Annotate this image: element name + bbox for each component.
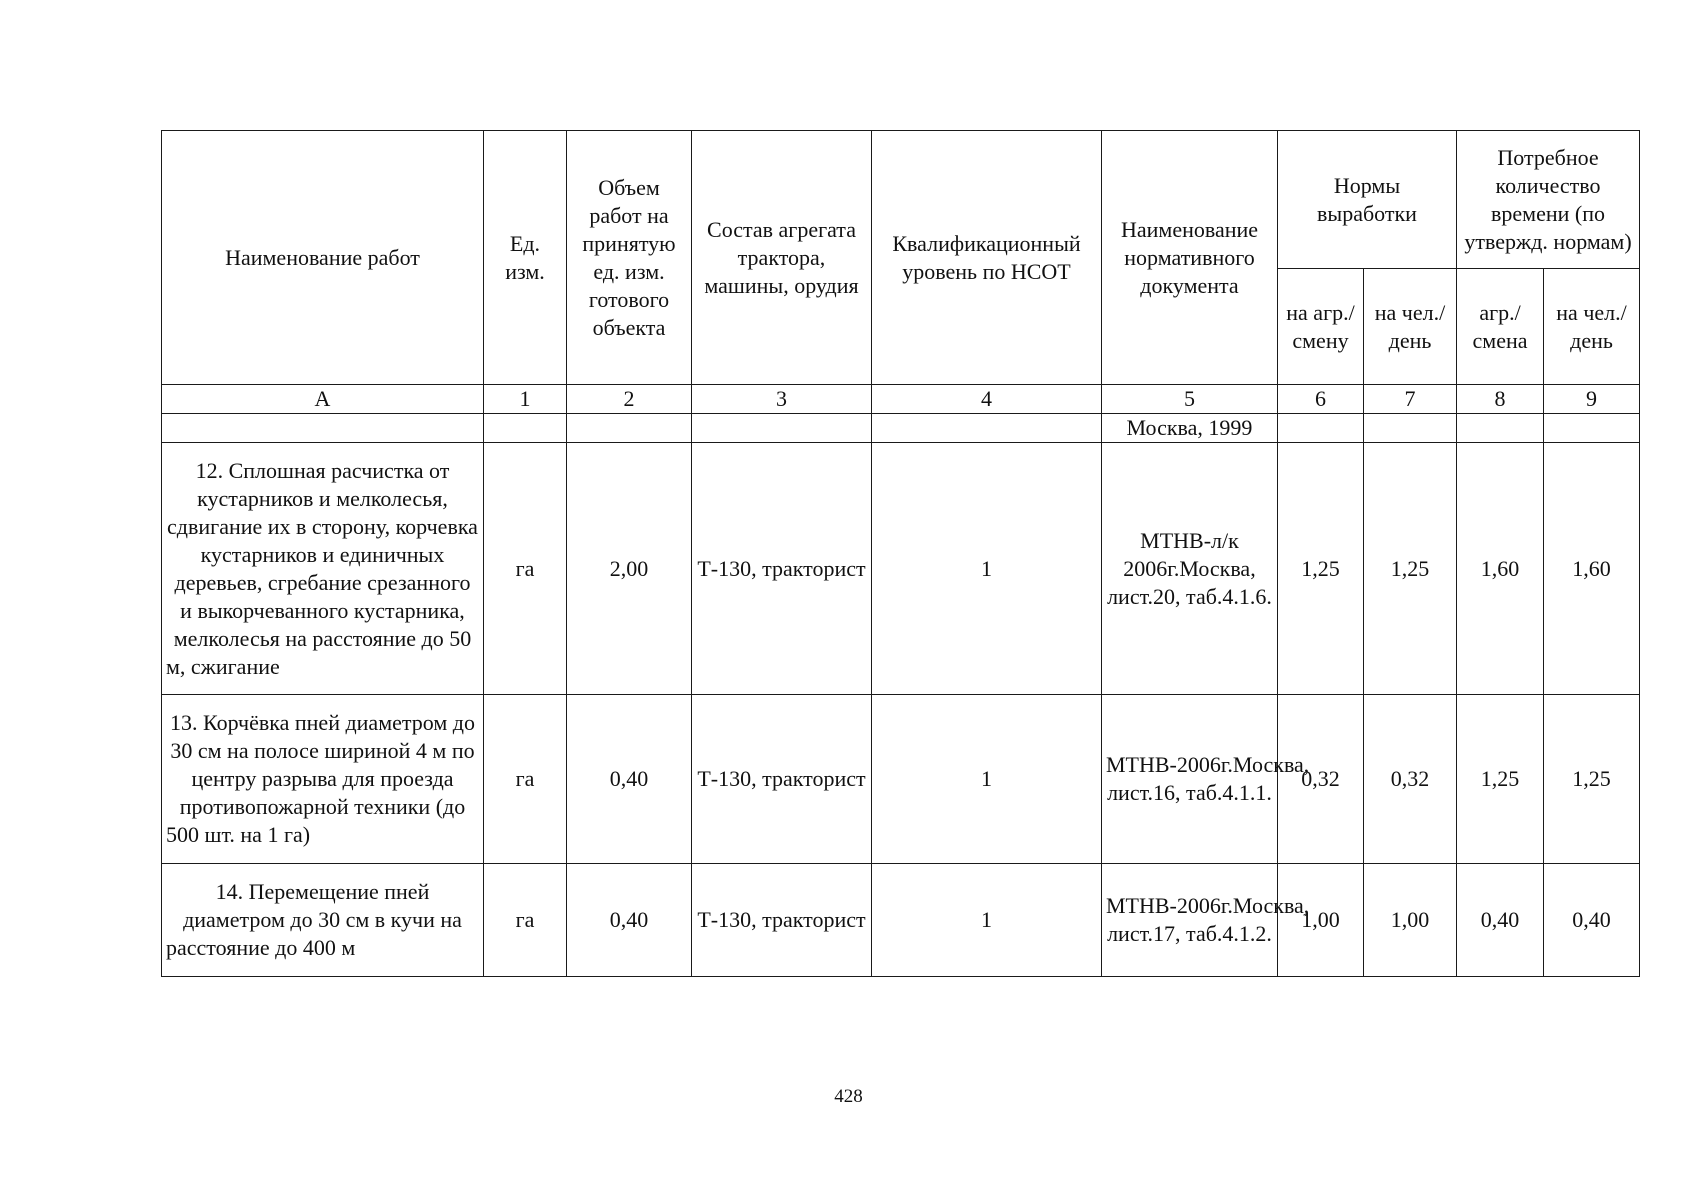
empty-cell xyxy=(1457,414,1544,443)
header-document: Наименование нормативного документа xyxy=(1102,131,1278,385)
header-output-norms: Нормы выработки xyxy=(1278,131,1457,269)
empty-cell xyxy=(162,414,484,443)
time-man-cell: 1,60 xyxy=(1544,443,1640,695)
column-number: 4 xyxy=(872,385,1102,414)
column-number: 8 xyxy=(1457,385,1544,414)
table-row xyxy=(162,864,1640,977)
time-agr-cell: 0,40 xyxy=(1457,864,1544,977)
document-cell: МТНВ-л/к 2006г.Москва, лист.20, таб.4.1.6. xyxy=(1102,443,1278,695)
composition-cell: Т-130, тракторист xyxy=(692,695,872,864)
norm-man-cell: 0,32 xyxy=(1364,695,1457,864)
norm-agr-cell: 1,00 xyxy=(1278,864,1364,977)
time-man-cell: 0,40 xyxy=(1544,864,1640,977)
work-description: 14. Перемещение пней диаметром до 30 см в кучи на расстояние до 400 м xyxy=(162,864,484,977)
qualification-cell: 1 xyxy=(872,443,1102,695)
qualification-cell: 1 xyxy=(872,864,1102,977)
empty-cell xyxy=(1364,414,1457,443)
unit-cell: га xyxy=(484,864,567,977)
document-cell: МТНВ-2006г.Москва, лист.16, таб.4.1.1. xyxy=(1102,695,1278,864)
time-agr-cell: 1,60 xyxy=(1457,443,1544,695)
column-number: 9 xyxy=(1544,385,1640,414)
header-unit: Ед. изм. xyxy=(484,131,567,385)
column-number: 1 xyxy=(484,385,567,414)
norm-agr-cell: 0,32 xyxy=(1278,695,1364,864)
header-work-name: Наименование работ xyxy=(162,131,484,385)
subheader-agr-shift: агр./ смена xyxy=(1457,269,1544,385)
qualification-cell: 1 xyxy=(872,695,1102,864)
continuation-row xyxy=(162,414,1640,443)
table-row xyxy=(162,695,1640,864)
column-number-row xyxy=(162,385,1640,414)
continuation-text: Москва, 1999 xyxy=(1102,414,1278,443)
column-number: А xyxy=(162,385,484,414)
header-qualification: Квалификационный уровень по НСОТ xyxy=(872,131,1102,385)
column-number: 7 xyxy=(1364,385,1457,414)
unit-cell: га xyxy=(484,695,567,864)
header-required-time: Потребное количество времени (по утвержд. нормам) xyxy=(1457,131,1640,269)
composition-cell: Т-130, тракторист xyxy=(692,864,872,977)
work-description: 12. Сплошная расчистка от кустарников и мелколесья, сдвигание их в сторону, корчевка кустарников и единичных деревьев, сгребание срезанного и выкорчеванного кустарника, мелколесья на расстояние до 50 м, сжигание xyxy=(162,443,484,695)
column-number: 5 xyxy=(1102,385,1278,414)
time-man-cell: 1,25 xyxy=(1544,695,1640,864)
empty-cell xyxy=(1278,414,1364,443)
unit-cell: га xyxy=(484,443,567,695)
document-cell: МТНВ-2006г.Москва, лист.17, таб.4.1.2. xyxy=(1102,864,1278,977)
composition-cell: Т-130, тракторист xyxy=(692,443,872,695)
subheader-per-shift: на агр./ смену xyxy=(1278,269,1364,385)
time-agr-cell: 1,25 xyxy=(1457,695,1544,864)
norm-man-cell: 1,00 xyxy=(1364,864,1457,977)
empty-cell xyxy=(484,414,567,443)
volume-cell: 2,00 xyxy=(567,443,692,695)
header-row xyxy=(162,131,1640,269)
norm-agr-cell: 1,25 xyxy=(1278,443,1364,695)
empty-cell xyxy=(1544,414,1640,443)
subheader-per-manday-2: на чел./ день xyxy=(1544,269,1640,385)
header-unit-composition: Состав агрегата трактора, машины, орудия xyxy=(692,131,872,385)
page-number: 428 xyxy=(834,1086,863,1107)
volume-cell: 0,40 xyxy=(567,864,692,977)
header-volume: Объем работ на принятую ед. изм. готового объекта xyxy=(567,131,692,385)
column-number: 2 xyxy=(567,385,692,414)
volume-cell: 0,40 xyxy=(567,695,692,864)
table-row xyxy=(162,443,1640,695)
column-number: 6 xyxy=(1278,385,1364,414)
norm-man-cell: 1,25 xyxy=(1364,443,1457,695)
subheader-per-manday: на чел./ день xyxy=(1364,269,1457,385)
column-number: 3 xyxy=(692,385,872,414)
work-description: 13. Корчёвка пней диаметром до 30 см на полосе шириной 4 м по центру разрыва для проезда противопожарной техники (до 500 шт. на 1 га) xyxy=(162,695,484,864)
work-norms-table xyxy=(161,130,1640,977)
empty-cell xyxy=(567,414,692,443)
empty-cell xyxy=(872,414,1102,443)
empty-cell xyxy=(692,414,872,443)
